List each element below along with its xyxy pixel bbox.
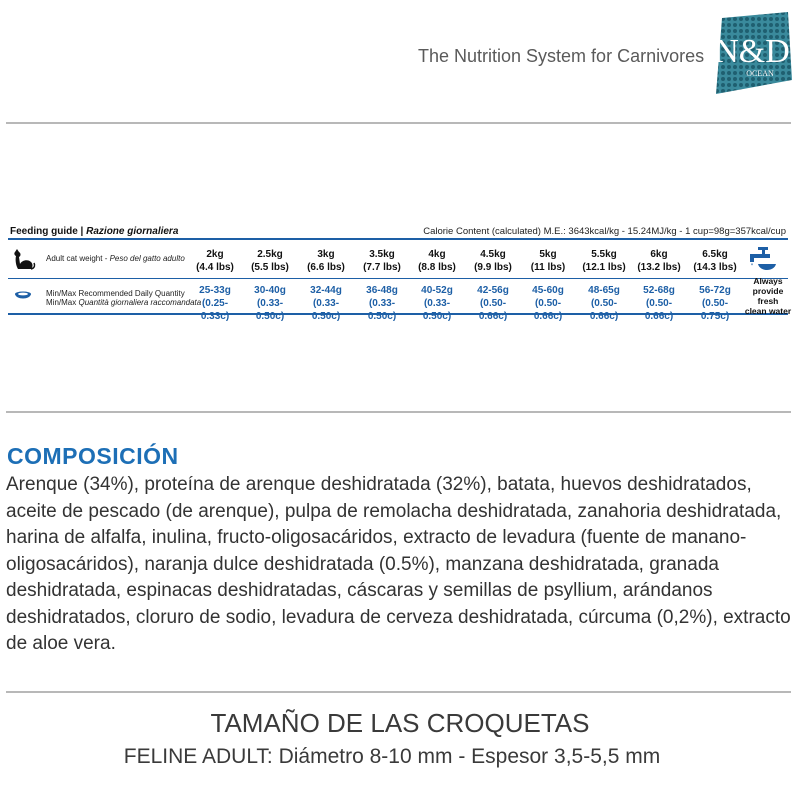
food-bowl-icon [14, 291, 32, 301]
quantity-cell: 36-48g (0.33-0.50c) [366, 285, 398, 322]
weight-cell: 5kg (11 lbs) [530, 249, 566, 273]
weight-label: Adult cat weight - Peso del gatto adulto [46, 254, 185, 263]
quantity-cell: 30-40g (0.33-0.50c) [254, 285, 286, 322]
logo-lettering: N&D [714, 33, 790, 70]
quantity-cell: 42-56g (0.50-0.66c) [477, 285, 509, 322]
weight-cell: 4.5kg (9.9 lbs) [474, 249, 512, 273]
composition-text: Arenque (34%), proteína de arenque deshidratada (32%), batata, huevos deshidratados, aceite de pescado (de arenque), pulpa de remolacha deshidratada, zanahoria deshidratada, harina de alfalfa, inulina, fructo-oligosacáridos, extracto de levadura (fuente de manano-oligosacáridos), naranja dulce deshidratada (0.5%), manzana deshidratada, granada deshidratada, espinacas deshidratadas, cáscaras y semillas de psyllium, arándanos deshidratados, cloruro de sodio, levadura de cerveza deshidratada, cúrcuma (0,2%), extracto de aloe vera. [6, 474, 791, 654]
kibble-size-title: TAMAÑO DE LAS CROQUETAS [210, 708, 590, 738]
quantity-cell: 32-44g (0.33-0.50c) [310, 285, 342, 322]
weight-cell: 5.5kg (12.1 lbs) [582, 249, 626, 273]
weight-cell: 2.5kg (5.5 lbs) [251, 249, 289, 273]
weight-cell: 6.5kg (14.3 lbs) [693, 249, 737, 273]
logo-sublettering: OCEAN [746, 69, 774, 78]
quantity-cell: 56-72g (0.50-0.75c) [699, 285, 731, 322]
divider-top [6, 122, 791, 124]
weight-cell: 4kg (8.8 lbs) [418, 249, 456, 273]
quantity-cell: 48-65g (0.50-0.66c) [588, 285, 620, 322]
weight-row [8, 240, 788, 279]
weight-cell: 3kg (6.6 lbs) [307, 249, 345, 273]
calorie-content: Calorie Content (calculated) M.E.: 3643kcal/kg - 15.24MJ/kg - 1 cup=98g=357kcal/cup [423, 226, 786, 237]
quantity-cell: 52-68g (0.50-0.66c) [643, 285, 675, 322]
water-tap-icon [748, 246, 780, 272]
weight-cell: 2kg (4.4 lbs) [196, 249, 234, 273]
feeding-guide-title: Feeding guide | Razione giornaliera [10, 226, 179, 237]
quantity-cell: 40-52g (0.33-0.50c) [421, 285, 453, 322]
quantity-cell: 45-60g (0.50-0.66c) [532, 285, 564, 322]
feeding-guide-header [8, 222, 788, 240]
feeding-guide-table [8, 222, 792, 322]
quantity-row [8, 279, 788, 322]
brand-logo [708, 10, 794, 96]
weight-cell: 3.5kg (7.7 lbs) [363, 249, 401, 273]
quantity-label: Min/Max Recommended Daily Quantity Min/Max Quantità giornaliera raccomandata [46, 289, 202, 307]
brand-tagline: The Nutrition System for Carnivores [418, 46, 705, 66]
weight-cell: 6kg (13.2 lbs) [637, 249, 681, 273]
divider-middle [6, 411, 791, 413]
water-note: Always provide fresh clean water [744, 276, 792, 316]
composition-title: COMPOSICIÓN [7, 443, 179, 469]
divider-bottom [6, 691, 791, 693]
cat-icon [12, 248, 36, 270]
kibble-size-detail: FELINE ADULT: Diámetro 8-10 mm - Espesor 3,5-5,5 mm [123, 745, 661, 768]
quantity-cell: 25-33g (0.25-0.33c) [199, 285, 231, 322]
